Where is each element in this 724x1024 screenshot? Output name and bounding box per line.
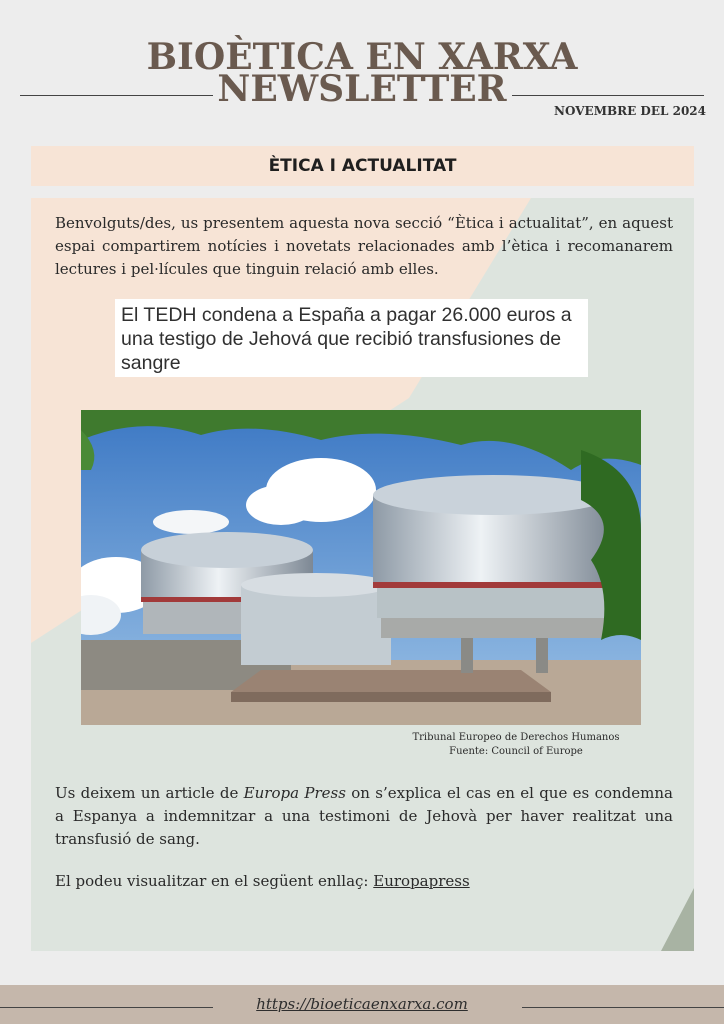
europapress-link[interactable]: Europapress bbox=[373, 872, 470, 890]
website-link[interactable]: https://bioeticaenxarxa.com bbox=[256, 995, 468, 1013]
section-title: ÈTICA I ACTUALITAT bbox=[268, 156, 457, 176]
caption-line1: Tribunal Europeo de Derechos Humanos bbox=[412, 732, 620, 743]
photo-caption bbox=[391, 731, 641, 759]
article-paragraph bbox=[55, 782, 673, 851]
news-headline-clipping bbox=[115, 299, 588, 377]
header-rule-left bbox=[20, 95, 213, 96]
section-banner bbox=[31, 146, 694, 186]
intro-paragraph: Benvolguts/des, us presentem aquesta nova secció “Ètica i actualitat”, en aquest espai compartirem notícies i novetats relacionades amb l’ètica i recomanarem lectures i pel·lícules que tinguin relació amb elles. bbox=[55, 214, 673, 278]
newsletter-title-line1: BIOÈTICA EN XARXA bbox=[146, 36, 578, 78]
article-text-before: Us deixem un article de bbox=[55, 784, 244, 802]
caption-line2: Fuente: Council of Europe bbox=[449, 746, 583, 757]
footer-bar bbox=[0, 985, 724, 1024]
court-building-photo bbox=[81, 410, 641, 725]
article-text-after: on s’explica el cas en el que es condemna a Espanya a indemnitzar a una testimoni de Jehovà per haver realitzat una transfusió de sang. bbox=[55, 784, 673, 848]
header-rule-right bbox=[512, 95, 704, 96]
content-panel bbox=[31, 198, 694, 951]
issue-date: NOVEMBRE DEL 2024 bbox=[554, 104, 706, 118]
link-intro: El podeu visualitzar en el següent enllaç: bbox=[55, 872, 374, 890]
article-source: Europa Press bbox=[243, 784, 346, 802]
news-headline: El TEDH condena a España a pagar 26.000 euros a una testigo de Jehová que recibió transfusiones de sangre bbox=[121, 304, 572, 374]
link-paragraph bbox=[55, 870, 673, 893]
newsletter-title-line2: NEWSLETTER bbox=[217, 68, 507, 110]
